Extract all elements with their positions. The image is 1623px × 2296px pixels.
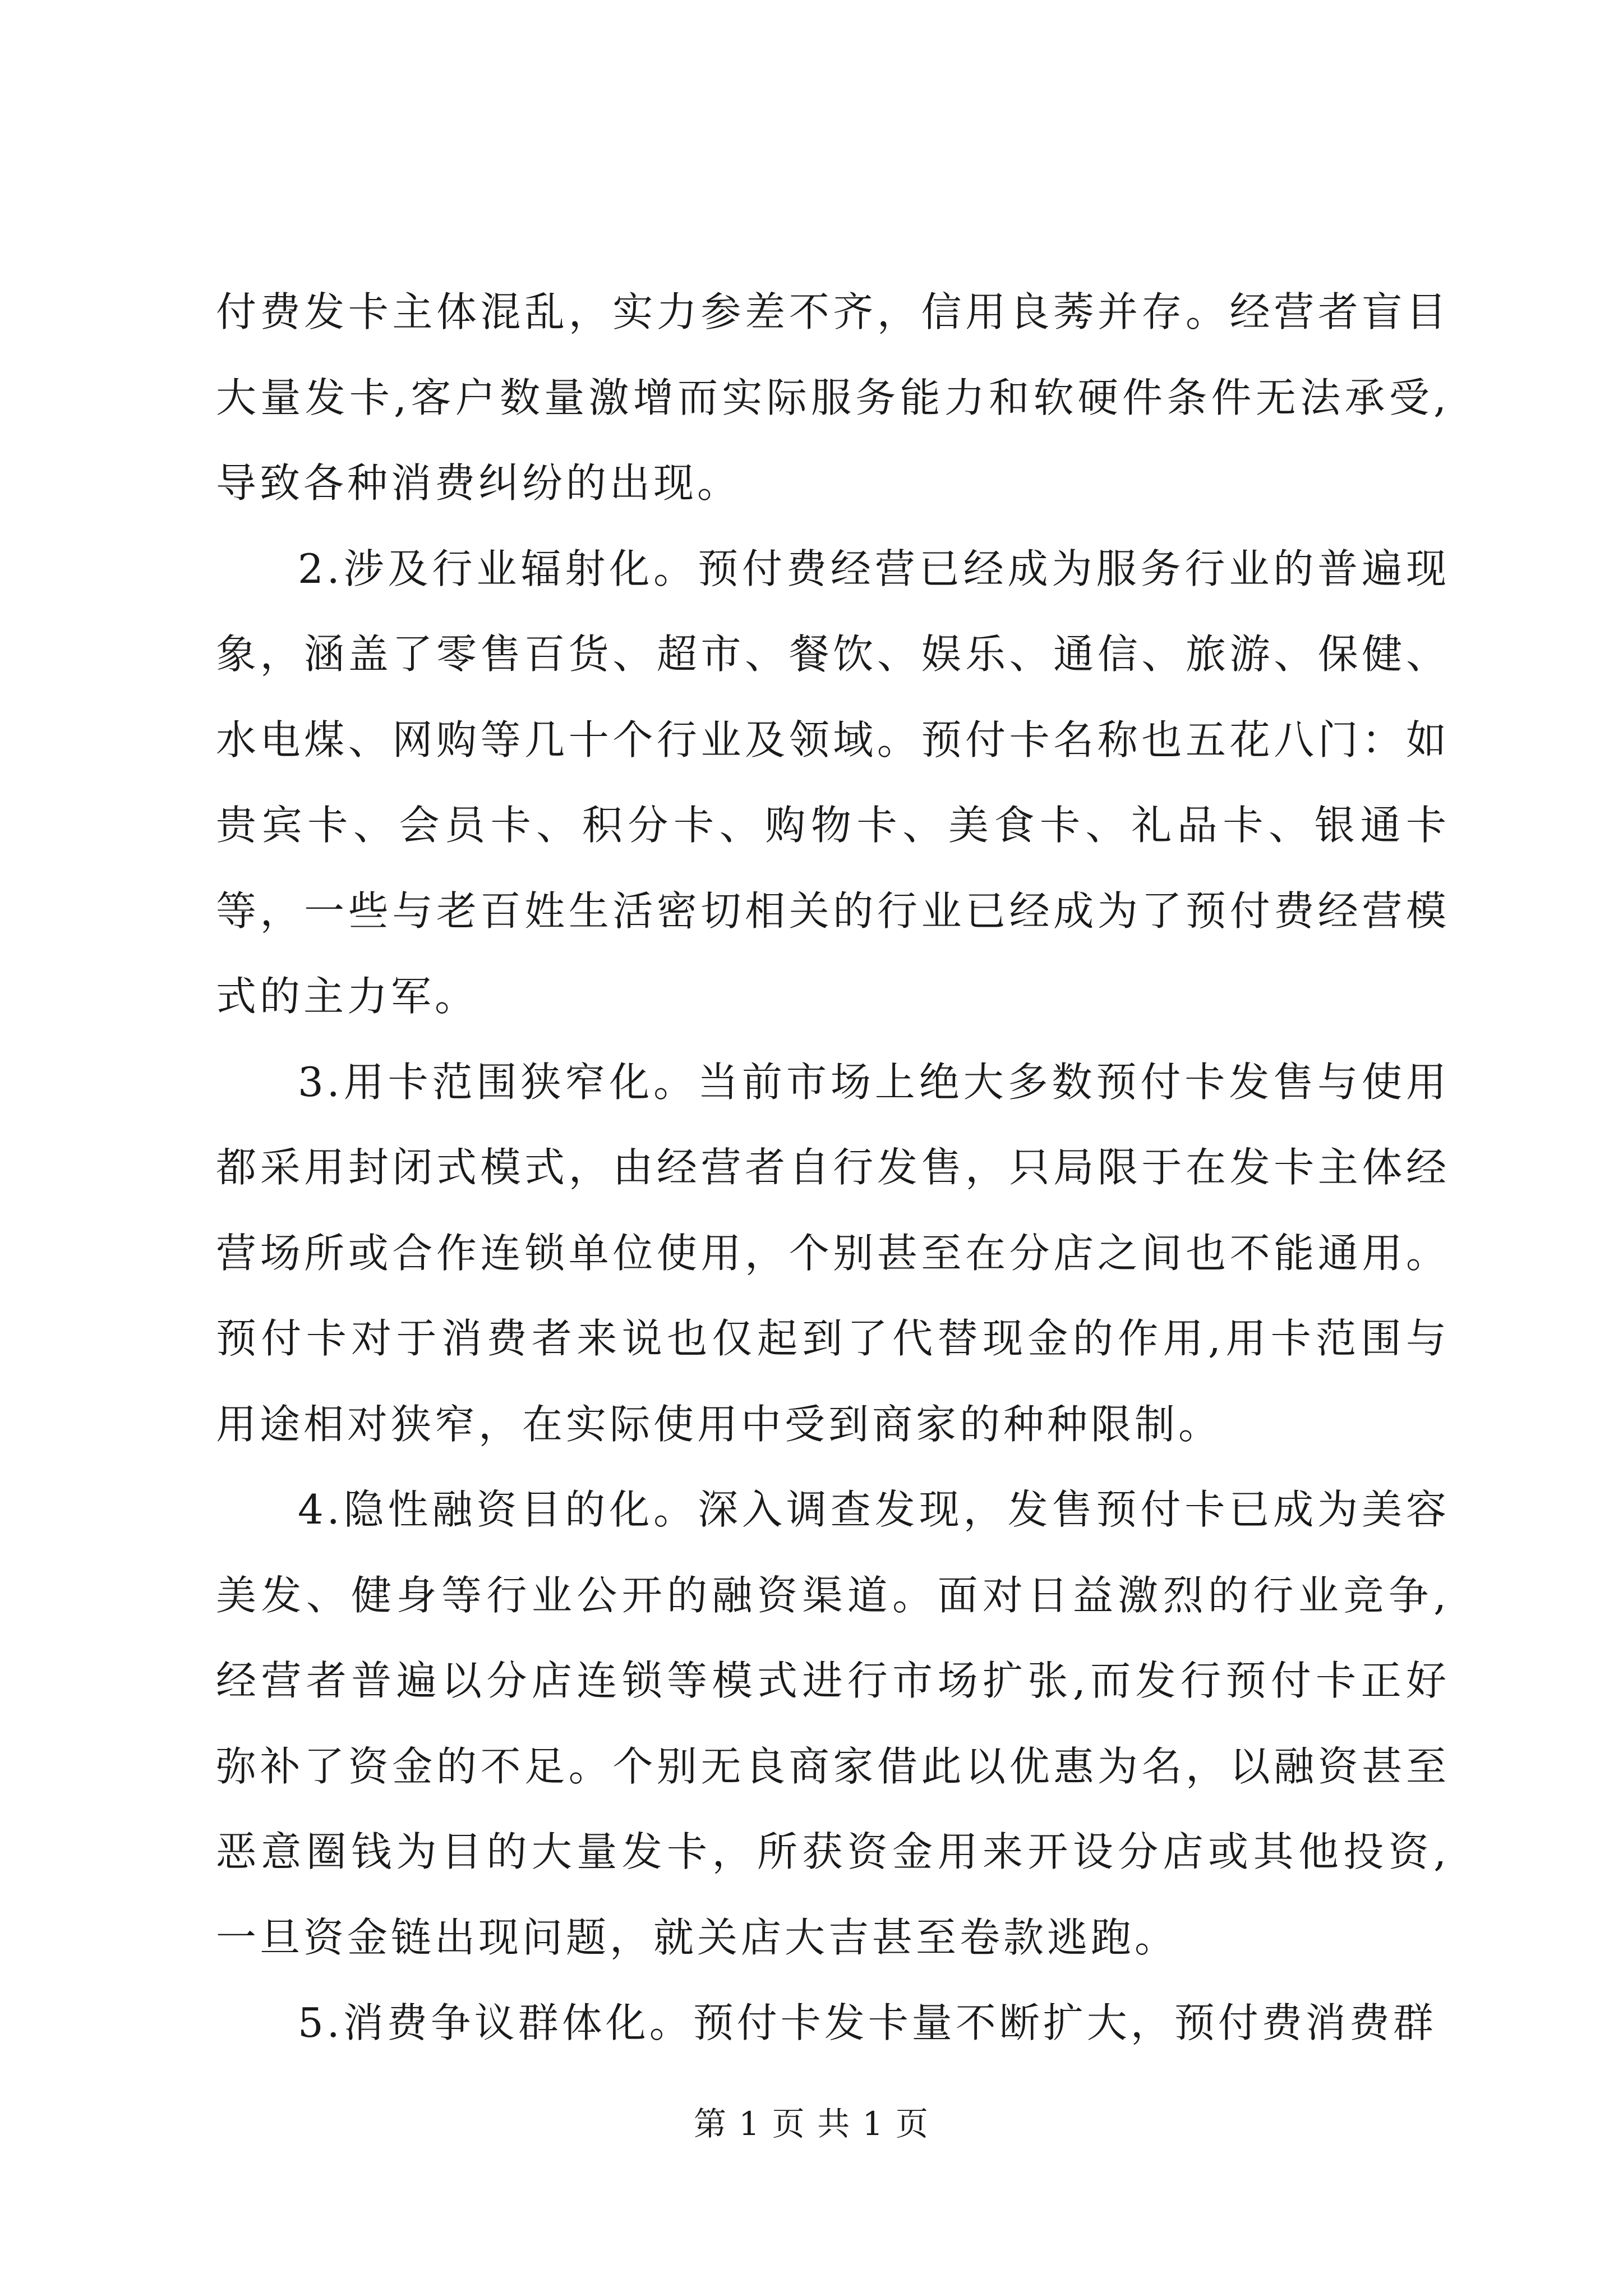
paragraph-item-4: 4.隐性融资目的化。深入调查发现，发售预付卡已成为美容美发、健身等行业公开的融资渠道。面对日益激烈的行业竞争,经营者普遍以分店连锁等模式进行市场扩张,而发行预付卡正好弥补了资金的不足。个别无良商家借此以优惠为名，以融资甚至恶意圈钱为目的大量发卡，所获资金用来开设分店或其他投资,一旦资金链出现问题，就关店大吉甚至卷款逃跑。 — [216, 1486, 1450, 1961]
document-body — [216, 269, 1450, 2066]
paragraph-continuation: 付费发卡主体混乱，实力参差不齐，信用良莠并存。经营者盲目大量发卡,客户数量激增而实际服务能力和软硬件条件无法承受,导致各种消费纠纷的出现。 — [216, 288, 1450, 507]
page-footer: 第 1 页 共 1 页 — [694, 2105, 929, 2143]
paragraph-item-2: 2.涉及行业辐射化。预付费经营已经成为服务行业的普遍现象，涵盖了零售百货、超市、餐饮、娱乐、通信、旅游、保健、水电煤、网购等几十个行业及领域。预付卡名称也五花八门：如贵宾卡、会员卡、积分卡、购物卡、美食卡、礼品卡、银通卡等，一些与老百姓生活密切相关的行业已经成为了预付费经营模式的主力军。 — [216, 545, 1450, 1020]
paragraph-item-3: 3.用卡范围狭窄化。当前市场上绝大多数预付卡发售与使用都采用封闭式模式，由经营者自行发售，只局限于在发卡主体经营场所或合作连锁单位使用，个别甚至在分店之间也不能通用。预付卡对于消费者来说也仅起到了代替现金的作用,用卡范围与用途相对狭窄，在实际使用中受到商家的种种限制。 — [216, 1058, 1450, 1448]
paragraph-item-5: 5.消费争议群体化。预付卡发卡量不断扩大，预付费消费群 — [298, 1999, 1437, 2046]
